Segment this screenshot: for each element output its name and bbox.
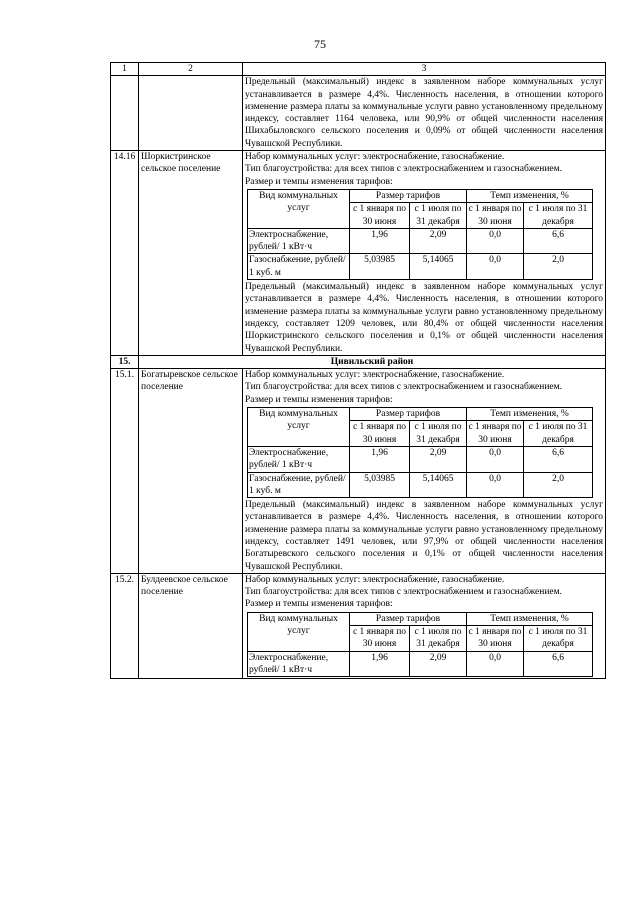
column-number: 1: [111, 63, 139, 76]
amenity-type: Тип благоустройства: для всех типов с электроснабжением и газоснабжением.: [245, 382, 563, 393]
tariff-size-header: Размер тарифов: [350, 189, 467, 202]
settlement-details: [243, 573, 606, 678]
rate-value: 0,0: [467, 254, 524, 280]
period-header: с 1 января по 30 июня: [350, 203, 410, 229]
service-kind-header: Вид коммунальных услуг: [248, 189, 350, 228]
rate-value: 6,6: [524, 651, 593, 677]
amenity-type: Тип благоустройства: для всех типов с электроснабжением и газоснабжением.: [245, 587, 563, 598]
settlement-details: [243, 369, 606, 574]
table-row: [111, 573, 606, 678]
row-number: 15.1.: [111, 369, 139, 574]
tariff-value: 5,14065: [410, 254, 467, 280]
tariff-subtable: [247, 407, 593, 498]
table-row: [111, 76, 606, 151]
period-header: с 1 июля по 31 декабря: [524, 626, 593, 652]
index-paragraph: Предельный (максимальный) индекс в заявленном наборе коммунальных услуг устанавливается в размере 4,4%. Численность населения, в отношении которого изменение размера платы за коммунальные услуги равно установленному предельному индексу, составляет 1209 человек, или 80,4% от общей численности населения Шоркистринского сельского поселения и 0,1% от общей численности населения Чувашской Республики.: [245, 282, 603, 354]
tariff-value: 2,09: [410, 651, 467, 677]
period-header: с 1 января по 30 июня: [350, 626, 410, 652]
rate-value: 0,0: [467, 472, 524, 498]
service-kind-header: Вид коммунальных услуг: [248, 612, 350, 651]
index-paragraph: Предельный (максимальный) индекс в заявленном наборе коммунальных услуг устанавливается в размере 4,4%. Численность населения, в отношении которого изменение размера платы за коммунальные услуги равно установленному предельному индексу, составляет 1164 человека, или 90,9% от общей численности населения Шихабыловского сельского поселения и 0,09% от общей численности населения Чувашской Республики.: [243, 76, 606, 151]
settlement-name: Шоркистринское сельское поселение: [139, 151, 243, 356]
rate-value: 6,6: [524, 446, 593, 472]
tariffs-title: Размер и темпы изменения тарифов:: [245, 599, 393, 610]
services-set: Набор коммунальных услуг: электроснабжение, газоснабжение.: [245, 574, 505, 585]
tariff-value: 5,14065: [410, 472, 467, 498]
period-header: с 1 июля по 31 декабря: [410, 421, 467, 447]
tariff-value: 2,09: [410, 228, 467, 254]
service-label: Электроснабжение, рублей/ 1 кВт·ч: [248, 651, 350, 677]
settlement-name: Булдеевское сельское поселение: [139, 573, 243, 678]
period-header: с 1 июля по 31 декабря: [524, 203, 593, 229]
tariff-subtable: [247, 612, 593, 677]
period-header: с 1 января по 30 июня: [350, 421, 410, 447]
tariff-subtable: [247, 189, 593, 280]
rate-value: 2,0: [524, 472, 593, 498]
service-kind-header: Вид коммунальных услуг: [248, 408, 350, 447]
period-header: с 1 января по 30 июня: [468, 627, 522, 650]
rate-value: 6,6: [524, 228, 593, 254]
electricity-row: [248, 228, 593, 254]
period-header: с 1 июля по 31 декабря: [524, 421, 593, 447]
service-label: Электроснабжение, рублей/ 1 кВт·ч: [248, 228, 350, 254]
service-label: Электроснабжение, рублей/ 1 кВт·ч: [248, 446, 350, 472]
electricity-row: [248, 651, 593, 677]
electricity-row: [248, 446, 593, 472]
table-row: [111, 151, 606, 356]
tariff-table: [110, 62, 606, 679]
rate-value: 0,0: [467, 228, 524, 254]
column-number: 3: [243, 63, 606, 76]
row-number: 14.16: [111, 151, 139, 356]
tariff-value: 1,96: [350, 446, 410, 472]
service-label: Газоснабжение, рублей/ 1 куб. м: [248, 254, 350, 280]
tariff-value: 5,03985: [350, 254, 410, 280]
rate-value: 0,0: [467, 651, 524, 677]
row-number: 15.2.: [111, 573, 139, 678]
rate-value: 2,0: [524, 254, 593, 280]
gas-row: [248, 472, 593, 498]
change-rate-header: Темп изменения, %: [467, 408, 593, 421]
change-rate-header: Темп изменения, %: [467, 612, 593, 625]
index-paragraph: Предельный (максимальный) индекс в заявленном наборе коммунальных услуг устанавливается в размере 4,4%. Численность населения, в отношении которого изменение размера платы за коммунальные услуги равно установленному предельному индексу, составляет 1491 человек, или 97,9% от общей численности населения Богатыревского сельского поселения и 0,1% от общей численности населения Чувашской Республики.: [245, 500, 603, 572]
page-number: 75: [314, 37, 326, 51]
tariff-size-header: Размер тарифов: [350, 408, 467, 421]
table-row: [111, 369, 606, 574]
district-row: [111, 355, 606, 368]
change-rate-header: Темп изменения, %: [467, 189, 593, 202]
tariffs-title: Размер и темпы изменения тарифов:: [245, 394, 393, 405]
amenity-type: Тип благоустройства: для всех типов с электроснабжением и газоснабжением.: [245, 164, 563, 175]
tariffs-title: Размер и темпы изменения тарифов:: [245, 176, 393, 187]
services-set: Набор коммунальных услуг: электроснабжение, газоснабжение.: [245, 370, 505, 381]
period-header: с 1 января по 30 июня: [468, 422, 522, 445]
service-label: Газоснабжение, рублей/ 1 куб. м: [248, 472, 350, 498]
tariff-value: 2,09: [410, 446, 467, 472]
tariff-size-header: Размер тарифов: [350, 612, 467, 625]
column-number-row: [111, 63, 606, 76]
period-header: с 1 июля по 31 декабря: [410, 203, 467, 229]
tariff-value: 5,03985: [350, 472, 410, 498]
settlement-details: [243, 151, 606, 356]
district-number: 15.: [111, 355, 139, 368]
rate-value: 0,0: [467, 446, 524, 472]
tariff-value: 1,96: [350, 228, 410, 254]
column-number: 2: [139, 63, 243, 76]
period-header: с 1 июля по 31 декабря: [410, 626, 467, 652]
district-name: Цивильский район: [139, 355, 606, 368]
settlement-name: Богатыревское сельское поселение: [139, 369, 243, 574]
period-header: с 1 января по 30 июня: [468, 204, 522, 227]
tariff-value: 1,96: [350, 651, 410, 677]
services-set: Набор коммунальных услуг: электроснабжение, газоснабжение.: [245, 152, 505, 163]
gas-row: [248, 254, 593, 280]
